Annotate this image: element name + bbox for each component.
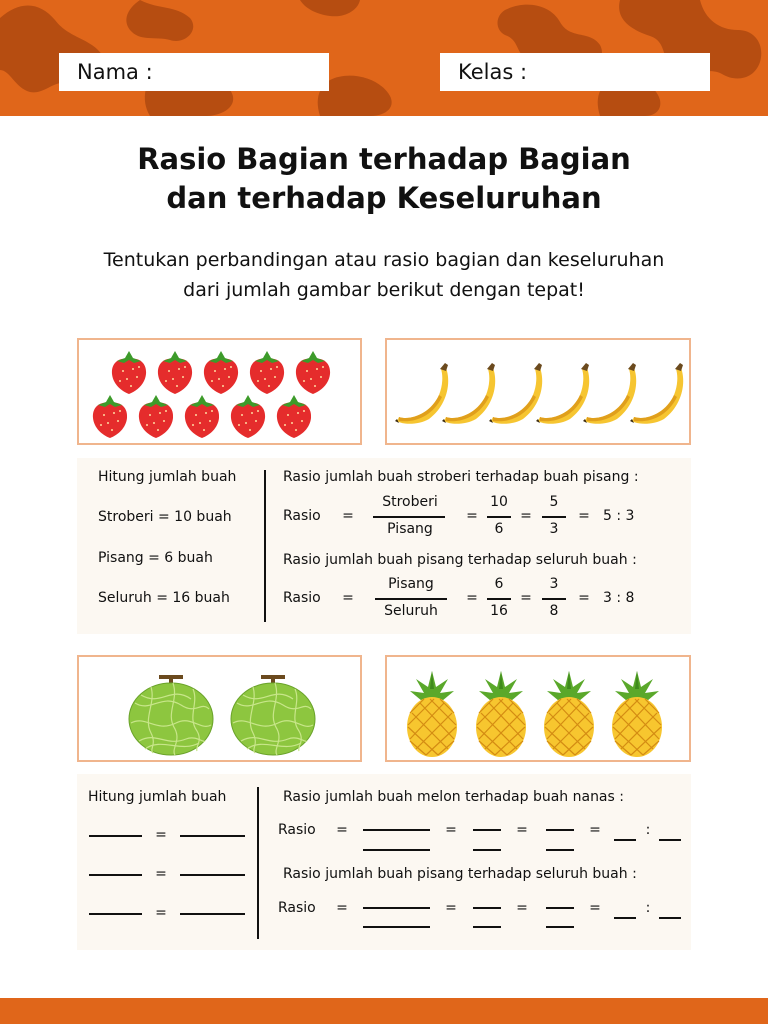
title-line-2: dan terhadap Keseluruhan — [166, 181, 602, 215]
ratio2-eq-4: = — [578, 590, 590, 606]
eq-sign: = — [516, 900, 528, 916]
ratio1-f1-den: 6 — [494, 521, 504, 537]
ratio1-f2-num: 5 — [549, 494, 559, 510]
ratio2-result: 3 : 8 — [603, 590, 635, 606]
ratio2-eq-2: = — [466, 590, 478, 606]
answer-blank[interactable] — [659, 917, 681, 919]
eq-sign: = — [155, 827, 167, 843]
exercise-ratio1-label: Rasio — [278, 822, 316, 838]
answer-blank[interactable] — [363, 829, 430, 831]
answer-blank[interactable] — [473, 907, 501, 909]
exercise-ratio2-label: Rasio — [278, 900, 316, 916]
answer-blank[interactable] — [659, 839, 681, 841]
pineapples-illustration — [387, 657, 689, 760]
exercise-ratio2-heading: Rasio jumlah buah pisang terhadap seluruh buah : — [283, 866, 637, 882]
answer-blank[interactable] — [546, 907, 574, 909]
answer-blank[interactable] — [546, 829, 574, 831]
answer-blank[interactable] — [614, 917, 636, 919]
banana-box — [385, 338, 691, 445]
ratio1-f2-den: 3 — [549, 521, 559, 537]
ratio1-numerator: Stroberi — [382, 494, 438, 510]
answer-blank[interactable] — [363, 926, 430, 928]
answer-blank[interactable] — [89, 835, 142, 837]
eq-sign: = — [516, 822, 528, 838]
fraction-bar — [487, 598, 511, 600]
instructions — [0, 245, 768, 305]
ratio2-eq-1: = — [342, 590, 354, 606]
answer-blank[interactable] — [180, 913, 245, 915]
ratio1-eq-1: = — [342, 508, 354, 524]
answer-blank[interactable] — [473, 926, 501, 928]
colon-sign: : — [645, 900, 651, 916]
class-label: Kelas : — [458, 60, 528, 84]
answer-blank[interactable] — [614, 839, 636, 841]
ratio1-f1-num: 10 — [490, 494, 508, 510]
answer-blank[interactable] — [180, 835, 245, 837]
ratio2-heading: Rasio jumlah buah pisang terhadap seluruh buah : — [283, 552, 637, 568]
eq-sign: = — [336, 900, 348, 916]
fraction-bar — [487, 516, 511, 518]
strawberry-box — [77, 338, 362, 445]
footer-bar — [0, 998, 768, 1024]
title-line-1: Rasio Bagian terhadap Bagian — [137, 142, 631, 176]
count-total: Seluruh = 16 buah — [98, 590, 230, 606]
answer-blank[interactable] — [473, 849, 501, 851]
melons-illustration — [79, 657, 360, 760]
fraction-bar — [375, 598, 447, 600]
ratio2-f1-num: 6 — [494, 576, 504, 592]
bananas-illustration — [387, 340, 689, 443]
ratio1-eq-4: = — [578, 508, 590, 524]
class-field[interactable] — [440, 53, 710, 91]
eq-sign: = — [336, 822, 348, 838]
instructions-line-2: dari jumlah gambar berikut dengan tepat! — [183, 279, 585, 301]
name-label: Nama : — [77, 60, 153, 84]
divider — [264, 470, 266, 622]
eq-sign: = — [445, 822, 457, 838]
pineapple-box — [385, 655, 691, 762]
ratio2-f2-num: 3 — [549, 576, 559, 592]
exercise-count-heading: Hitung jumlah buah — [88, 789, 227, 805]
ratio1-heading: Rasio jumlah buah stroberi terhadap buah pisang : — [283, 469, 639, 485]
eq-sign: = — [589, 900, 601, 916]
eq-sign: = — [445, 900, 457, 916]
strawberry-row-1 — [112, 351, 330, 394]
answer-blank[interactable] — [363, 849, 430, 851]
strawberries-illustration — [79, 340, 360, 443]
ratio2-eq-3: = — [520, 590, 532, 606]
answer-blank[interactable] — [473, 829, 501, 831]
divider — [257, 787, 259, 939]
count-heading: Hitung jumlah buah — [98, 469, 237, 485]
ratio2-label: Rasio — [283, 590, 321, 606]
answer-blank[interactable] — [89, 913, 142, 915]
answer-blank[interactable] — [363, 907, 430, 909]
header-banner — [0, 0, 768, 116]
melon-box — [77, 655, 362, 762]
count-strawberry: Stroberi = 10 buah — [98, 509, 232, 525]
answer-blank[interactable] — [546, 849, 574, 851]
ratio1-denominator: Pisang — [387, 521, 433, 537]
fraction-bar — [542, 598, 566, 600]
ratio1-label: Rasio — [283, 508, 321, 524]
ratio2-f2-den: 8 — [549, 603, 559, 619]
eq-sign: = — [589, 822, 601, 838]
fraction-bar — [542, 516, 566, 518]
ratio1-eq-2: = — [466, 508, 478, 524]
ratio1-eq-3: = — [520, 508, 532, 524]
ratio1-result: 5 : 3 — [603, 508, 635, 524]
ratio2-denominator: Seluruh — [384, 603, 438, 619]
page-title — [0, 140, 768, 218]
fraction-bar — [373, 516, 445, 518]
name-field[interactable] — [59, 53, 329, 91]
colon-sign: : — [645, 822, 651, 838]
count-banana: Pisang = 6 buah — [98, 550, 213, 566]
eq-sign: = — [155, 905, 167, 921]
eq-sign: = — [155, 866, 167, 882]
answer-blank[interactable] — [180, 874, 245, 876]
exercise-ratio1-heading: Rasio jumlah buah melon terhadap buah nanas : — [283, 789, 624, 805]
answer-blank[interactable] — [546, 926, 574, 928]
ratio2-f1-den: 16 — [490, 603, 508, 619]
ratio2-numerator: Pisang — [388, 576, 434, 592]
strawberry-row-2 — [93, 395, 311, 438]
answer-blank[interactable] — [89, 874, 142, 876]
instructions-line-1: Tentukan perbandingan atau rasio bagian dan keseluruhan — [103, 249, 665, 271]
